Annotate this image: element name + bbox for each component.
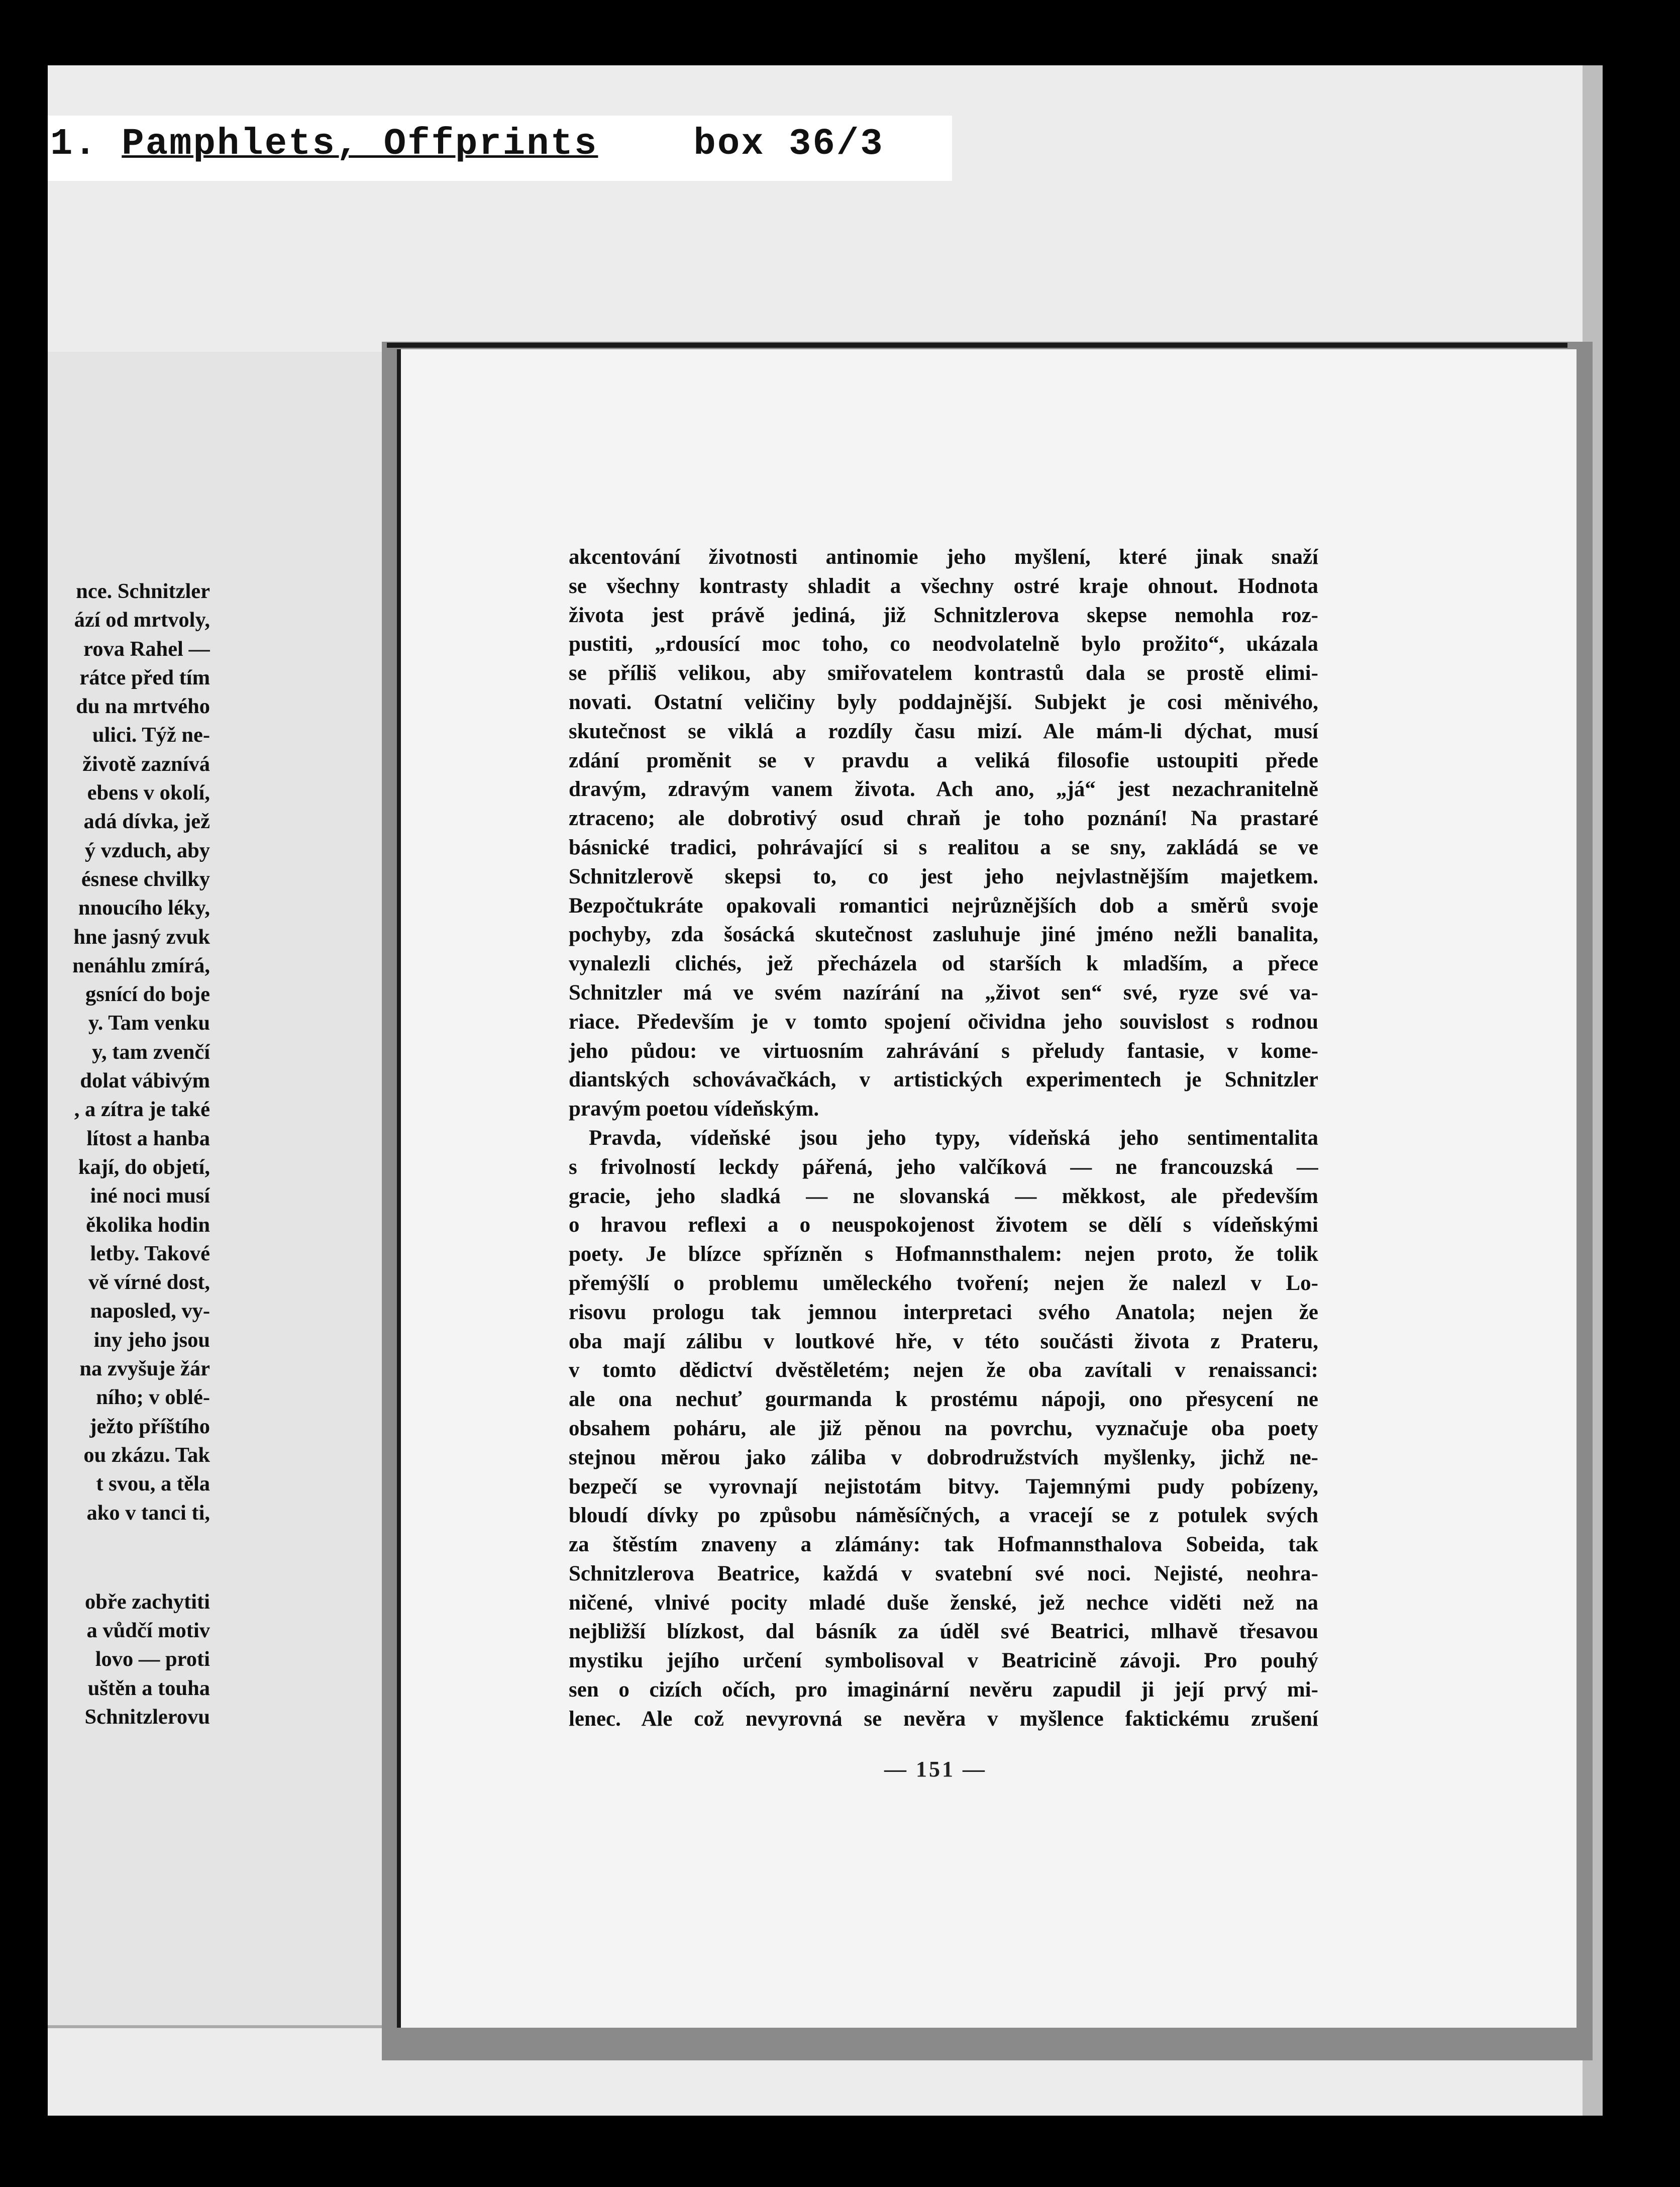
text-line: iny jeho jsou [93,1328,210,1352]
text-line: ježto příštího [89,1414,210,1438]
text-line: ází od mrtvoly, [74,608,210,632]
text-line: du na mrtvého [76,694,210,719]
text-line: mystiku jejího určení symbolisoval v Beatricině závoji. Pro pouhý [569,1649,1318,1673]
text-line: iné noci musí [90,1184,210,1208]
text-line: bloudí dívky po způsobu náměsíčných, a vracejí se z potulek svých [569,1504,1318,1528]
text-line: t svou, a těla [96,1472,210,1496]
text-line: akcentování životnosti antinomie jeho myšlení, které jinak snaží [569,545,1318,569]
text-line: , a zítra je také [74,1098,210,1122]
text-line: diantských schovávačkách, v artistických experimentech je Schnitzler [569,1068,1318,1092]
text-line: a vůdčí motiv [86,1619,210,1643]
text-line: ěkolika hodin [86,1213,210,1237]
text-line: nejbližší blízkost, dal básník za úděl své Beatrici, mlhavě třesavou [569,1620,1318,1644]
text-line: riace. Především je v tomto spojení očividna jeho souvislost s rodnou [569,1010,1318,1034]
text-line: ésnese chvilky [81,867,210,891]
paragraph-gap [50,1527,210,1587]
text-line: ou zkázu. Tak [83,1443,210,1467]
text-line: pravým poetou vídeňským. [569,1097,819,1121]
label-box: box 36/3 [693,123,884,165]
text-line: ničené, vlnivé pocity mladé duše ženské, jež nechce viděti než na [569,1590,1318,1615]
text-line: básnické tradici, pohrávající si s realitou a se sny, zakládá se ve [569,835,1318,859]
text-line: Schnitzler má ve svém nazírání na „život sen“ své, ryze své va- [569,980,1318,1005]
text-line: zdání proměnit se v pravdu a veliká filosofie ustoupiti přede [569,748,1318,772]
text-line: poety. Je blízce spřízněn s Hofmannsthalem: nejen proto, že tolik [569,1242,1318,1266]
text-line: obře zachytiti [84,1589,210,1614]
text-line: novati. Ostatní veličiny byly poddajnější. Subjekt je cosi měnivého, [569,690,1318,714]
label-series: Pamphlets, Offprints [122,123,598,165]
text-line: risovu prologu tak jemnou interpretaci svého Anatola; nejen že [569,1300,1318,1324]
text-line: naposled, vy- [90,1299,210,1323]
text-line: kají, do objetí, [78,1155,210,1179]
text-line: na zvyšuje žár [79,1357,210,1381]
page-number: — 151 — [884,1757,987,1781]
text-line: hne jasný zvuk [73,925,210,949]
archive-label [50,123,884,165]
text-line: ního; v oblé- [96,1385,210,1410]
text-line: ý vzduch, aby [84,838,210,862]
text-line: obsahem poháru, ale již pěnou na povrchu, vyznačuje oba poety [569,1416,1318,1440]
text-line: Schnitzlerova Beatrice, každá v svatební své noci. Nejisté, neohra- [569,1561,1318,1585]
text-line: y, tam zvenčí [92,1040,210,1064]
text-line: nenáhlu zmírá, [72,953,210,977]
text-line: lenec. Ale což nevyrovná se nevěra v myšlence faktickému zrušení [569,1707,1318,1731]
text-line: nce. Schnitzler [76,579,210,603]
text-line: dolat vábivým [80,1069,210,1093]
text-line: dravým, zdravým vanem života. Ach ano, „já“ jest nezachranitelně [569,777,1318,802]
right-page-text [569,543,1318,1734]
label-number: 1. [50,123,98,165]
text-line: v tomto dědictví dvěstěletém; nejen že oba zavítali v renaissanci: [569,1358,1318,1382]
text-line: lovo — proti [95,1647,210,1671]
text-line: ako v tanci ti, [86,1501,210,1525]
text-line: jeho půdou: ve virtuosním zahrávání s přeludy fantasie, v kome- [569,1039,1318,1063]
text-line: o hravou reflexi a o neuspokojenost životem se dělí s vídeňskými [569,1213,1318,1237]
text-line: y. Tam venku [88,1011,210,1035]
text-line: Schnitzlerovu [84,1705,210,1729]
text-line: letby. Takové [90,1241,210,1265]
text-line: pustiti, „rdousící moc toho, co neodvolatelně bylo prožito“, ukázala [569,632,1318,656]
text-line: nnoucího léky, [78,896,210,920]
text-line: ztraceno; ale dobrotivý osud chraň je toho poznání! Na prastaré [569,807,1318,831]
text-line: rova Rahel — [83,637,210,661]
text-line: vě vírné dost, [88,1270,210,1295]
text-line: vynalezli clichés, jež přecházela od starších k mladším, a přece [569,952,1318,976]
text-line: Pravda, vídeňské jsou jeho typy, vídeňská jeho sentimentalita [589,1126,1318,1150]
text-line: rátce před tím [79,665,210,689]
left-page-text [50,577,210,1731]
text-line: ulici. Týž ne- [92,723,210,747]
text-line: Bezpočtukráte opakovali romantici nejrůznějších dob a směrů svoje [569,893,1318,918]
text-line: života jest právě jediná, již Schnitzlerova skepse nemohla roz- [569,603,1318,627]
text-line: oba mají zálibu v loutkové hře, v této součásti života z Prateru, [569,1329,1318,1353]
text-line: životě zaznívá [82,752,210,776]
text-line: gracie, jeho sladká — ne slovanská — měkkost, ale především [569,1184,1318,1208]
text-line: lítost a hanba [86,1126,210,1150]
text-line: adá dívka, jež [83,810,210,834]
text-line: přemýšlí o problemu uměleckého tvoření; nejen že nalezl v Lo- [569,1271,1318,1295]
text-line: Schnitzlerově skepsi to, co jest jeho nejvlastnějším majetkem. [569,864,1318,888]
text-line: ebens v okolí, [87,781,210,805]
text-line: pochyby, zda šosácká skutečnost zasluhuje jiné jméno nežli banalita, [569,923,1318,947]
text-line: bezpečí se vyrovnají nejistotám bitvy. Tajemnými pudy pobízeny, [569,1474,1318,1499]
text-line: s frivolností leckdy pářená, jeho valčíková — ne francouzská — [569,1155,1318,1179]
page-top-rule [387,343,1567,348]
text-line: se všechny kontrasty shladit a všechny ostré kraje ohnout. Hodnota [569,574,1318,598]
text-line: ale ona nechuť gourmanda k prostému nápoji, ono přesycení ne [569,1387,1318,1412]
text-line: skutečnost se viklá a rozdíly času mizí. Ale mám-li dýchat, musí [569,719,1318,743]
text-line: sen o cizích očích, pro imaginární nevěru zapudil ji její prvý mi- [569,1678,1318,1702]
text-line: za štěstím znaveny a zlámány: tak Hofmannsthalova Sobeida, tak [569,1533,1318,1557]
text-line: se příliš velikou, aby smiřovatelem kontrastů dala se prostě elimi- [569,661,1318,685]
text-line: gsnící do boje [85,982,210,1007]
text-line: uštěn a touha [87,1676,210,1700]
text-line: stejnou měrou jako záliba v dobrodružstvích myšlenky, jichž ne- [569,1445,1318,1469]
